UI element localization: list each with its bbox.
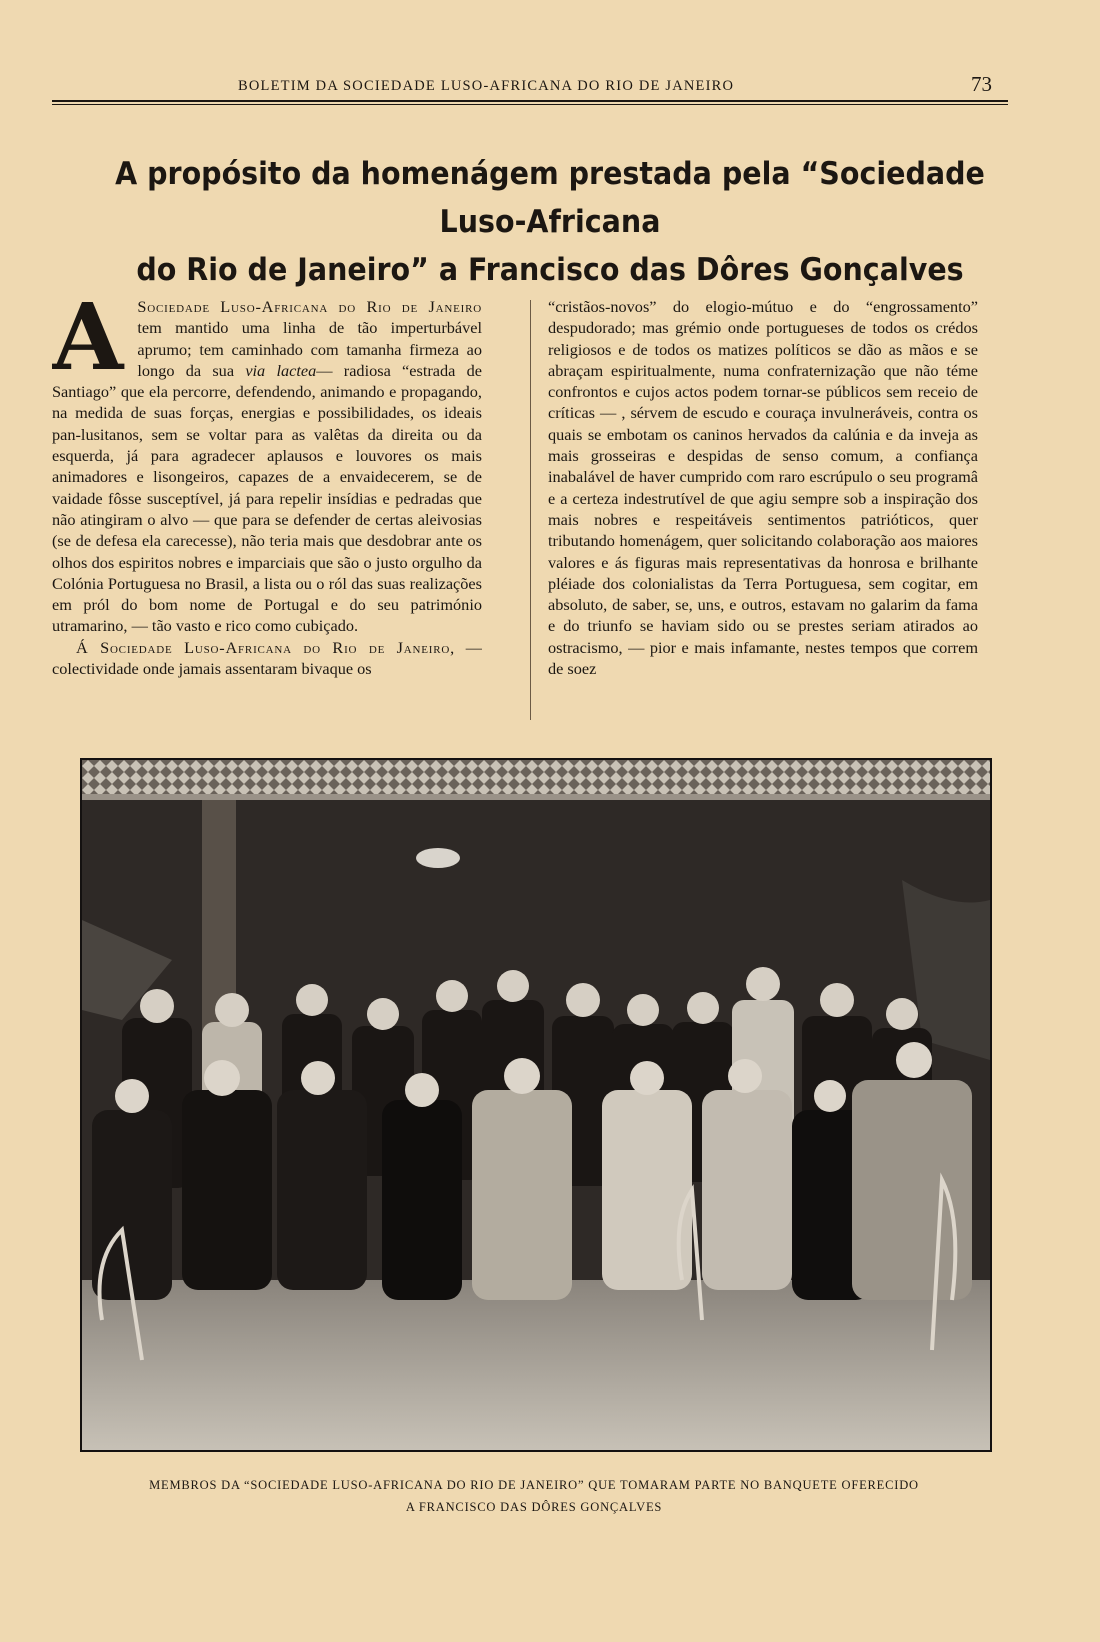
photo-caption-line-1: MEMBROS DA “SOCIEDADE LUSO-AFRICANA DO RIO DE JANEIRO” QUE TOMARAM PARTE NO BANQUETE OFERECIDO <box>149 1478 919 1492</box>
running-header <box>50 74 1010 98</box>
photo-illustration <box>82 760 990 1450</box>
article-column-left <box>52 296 482 726</box>
drop-cap: A <box>52 296 124 391</box>
paragraph-1-text-a: tem mantido uma linha de tão imperturbável aprumo; tem caminhado com tamanha firmeza ao longo da sua <box>137 318 482 380</box>
group-photograph <box>80 758 992 1452</box>
paragraph-1 <box>52 296 482 637</box>
page-number: 73 <box>971 72 992 96</box>
paragraph-2-lead: Á Sociedade Luso-Africana do Rio de Janeiro, <box>76 637 455 657</box>
floor <box>82 1280 990 1450</box>
article-title-line-1: A propósito da homenágem prestada pela “Sociedade Luso-Africana <box>115 156 985 240</box>
ceiling-lamp <box>416 848 460 868</box>
paragraph-1-text-b: — radiosa “estrada de Santiago” que ela percorre, defendendo, animando e propagando, na medida de suas forças, energias e possibilidades, os ideais pan-lusitanos, sem se voltar para as valêtas da direita ou da esquerda, já para agradecer aplausos e louvores os mais animadores e lisongeiros, capazes de a envaidecerem, se de vaidade fôsse susceptível, já para repelir insídias e pedradas que não atingiram o alvo — que para se defender de certas aleivosias (se de defesa ela carecesse), não teria mais que desdobrar ante os olhos dos espiritos nobres e imparciais que são o justo orgulho da Colónia Portuguesa no Brasil, a lista ou o ról das suas realizações em pról do bom nome de Portugal e do seu património utramarino, — tão vasto e rico como cubiçado. <box>52 360 482 636</box>
running-title: BOLETIM DA SOCIEDADE LUSO-AFRICANA DO RIO DE JANEIRO <box>238 78 735 94</box>
photo-caption <box>80 1474 988 1518</box>
paragraph-2 <box>52 637 482 680</box>
article-title <box>81 150 1019 294</box>
article-title-line-2: do Rio de Janeiro” a Francisco das Dôres Gonçalves <box>136 252 964 288</box>
header-rule-thin <box>52 104 1008 105</box>
lattice-ceiling <box>82 760 990 794</box>
paragraph-1-lead: Sociedade Luso-Africana do Rio de Janeiro <box>137 297 482 316</box>
photo-caption-line-2: A FRANCISCO DAS DÔRES GONÇALVES <box>405 1500 663 1514</box>
paragraph-3: “cristãos-novos” do elogio-mútuo e do “engrossamento” despudorado; mas grémio onde portugueses de todos os crédos religiosos e de todos os matizes políticos se dão as mãos e se abraçam espiritualmente, numa confraternização que não téme confrontos e cujos actos podem tornar-se públicos sem receio de críticas — , sérvem de escudo e couraça invulneráveis, contra os quais se embotam os caninos hervados da calúnia e da inveja as mais grosseiras e despidas de senso comum, a confiança inabalável de haver cumprido com raro escrúpulo o seu programâ e a certeza indestrutível de que agiu sempre sob a inspiração dos mais nobres e respeitáveis sentimentos patrióticos, quer tributando homenágem, quer solicitando colaboração aos maiores valores e ás figuras mais representativas da honrosa e brilhante pléiade dos colonialistas da Terra Portuguesa, sem cogitar, em absoluto, de saber, se, uns, e outros, estavam no galarim da fama e do triunfo se haviam sido ou se prestes seriam atirados ao ostracismo, — pior e mais infamante, nestes tempos que correm de soez <box>548 297 978 679</box>
header-rule-thick <box>52 100 1008 102</box>
paragraph-1-italic: via lactea <box>245 360 317 380</box>
article-column-right <box>548 296 978 726</box>
seated-row <box>92 1080 972 1300</box>
column-divider <box>530 300 531 720</box>
paragraph-2-text: — colectividade onde jamais assentaram bivaque os <box>52 637 482 679</box>
